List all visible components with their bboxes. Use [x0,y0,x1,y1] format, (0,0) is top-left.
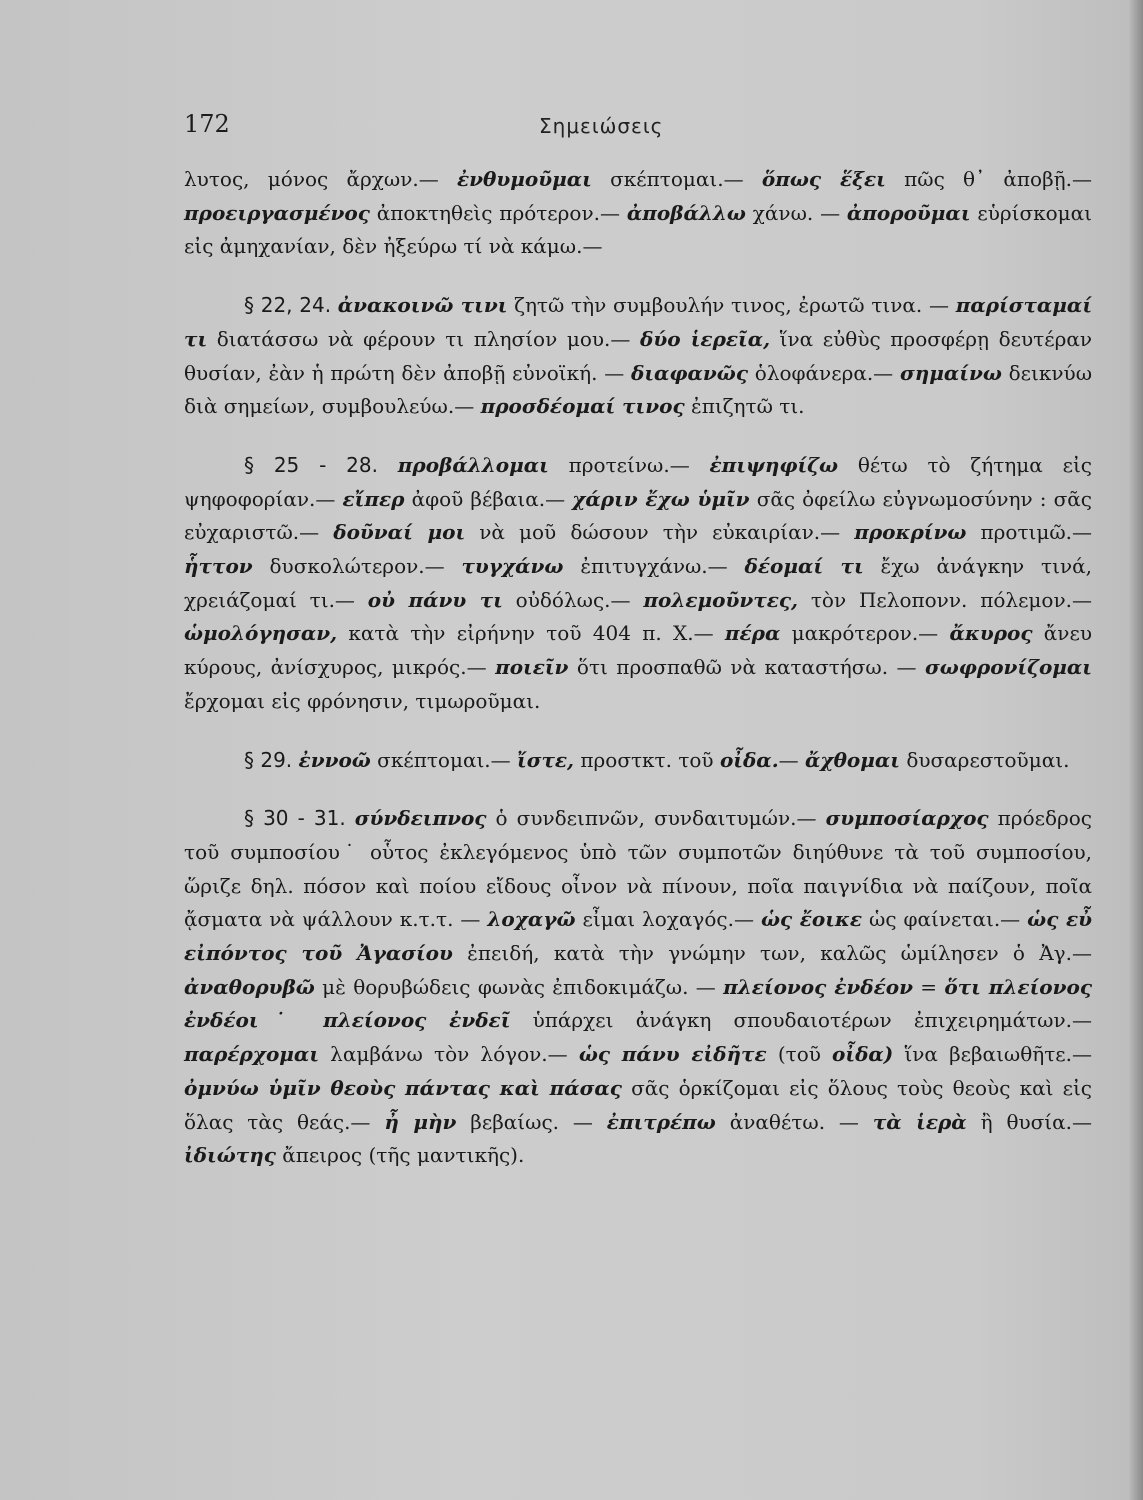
gloss-text: ἀναθέτω. — [715,1109,873,1134]
running-title: Σημειώσεις [539,114,664,138]
headword: ἐπιτρέπω [606,1109,716,1134]
headword: ἴστε, [517,747,575,772]
gloss-text: ἐπιτυγχάνω.— [563,554,745,579]
gloss-text: ἵνα βεβαιωθῆτε.— [893,1042,1093,1067]
headword: διαφανῶς [631,360,749,385]
headword: ἀνακοινῶ τινι [337,293,508,318]
note-paragraph [184,744,1092,778]
headword: ἐνθυμοῦμαι [457,167,592,191]
gloss-text: = [912,974,945,999]
section-reference: § 22, 24. [244,293,332,318]
gloss-text: ὡς φαίνεται.— [862,907,1028,932]
note-paragraph [184,163,1092,264]
headword: προειργασμένος [184,200,370,225]
headword: ἧττον [184,554,253,579]
headword: ὅτι πλείονος ἐνδέοι˙ πλείονος ἐνδεῖ [184,974,1092,1033]
gloss-text: ἄνευ κύρους, ἀνίσχυρος, μικρός.— [184,621,1092,680]
gloss-text: θέτω τὸ ζήτημα εἰς ψηφοφορίαν.— [184,452,1092,511]
headword: πλείονος ἐνδέον [723,974,913,999]
headword: ὡς ἔοικε [760,907,863,932]
gloss-text: τὸν Πελοπονν. πόλεμον.— [798,587,1092,612]
gloss-text: προστκτ. τοῦ [574,747,720,772]
gloss-text: μακρότερον.— [780,621,950,646]
gloss-text: ὁ συνδειπνῶν, συνδαιτυμών.— [486,806,826,831]
headword: ὡμολόγησαν, [184,621,338,646]
headword: ποιεῖν [495,655,569,680]
headword: πολεμοῦντες, [643,587,799,612]
gloss-text: σκέπτομαι.— [370,747,518,772]
gloss-text: ἵνα εὐθὺς προσφέρῃ δευτέραν θυσίαν, ἐὰν ἡ πρώτη δὲν ἀποβῇ εὐνοϊκή. — [184,326,1092,385]
headword: σωφρονίζομαι [925,655,1092,680]
gloss-text: εὑρίσκομαι εἰς ἀμηχανίαν, δὲν ἠξεύρω τί νὰ κάμω.— [184,200,1092,259]
gloss-text: εἶμαι λοχαγός.— [575,907,761,932]
headword: ἐννοῶ [298,747,371,772]
headword: οὐ πάνυ τι [367,587,503,612]
headword: συμποσίαρχος [825,806,989,831]
headword: δύο ἱερεῖα, [639,326,771,351]
headword: οἶδα) [832,1042,894,1067]
gloss-text: ἀφοῦ βέβαια.— [404,486,573,511]
headword: δέομαί τι [744,554,864,579]
note-paragraph [184,449,1092,719]
gloss-text: κατὰ τὴν εἰρήνην τοῦ 404 π. Χ.— [337,621,725,646]
headword: χάριν ἔχω ὑμῖν [572,486,750,511]
headword: εἴπερ [342,486,405,511]
note-paragraph [184,289,1092,424]
headword: ἦ μὴν [384,1109,457,1134]
headword: ἄχθομαι [805,747,900,772]
gloss-text: βεβαίως. — [456,1109,607,1134]
gloss-text: ὁλοφάνερα.— [748,360,900,385]
gloss-text: λυτος, μόνος ἄρχων.— [184,167,458,191]
gloss-text: χάνω. — [745,200,847,225]
headword: σύνδειπνος [354,806,487,831]
gloss-text: προτείνω.— [548,452,710,477]
headword: προβάλλομαι [397,452,549,477]
headword: ὅπως ἕξει [761,167,886,191]
gloss-text: δεικνύω διὰ σημείων, συμβουλεύω.— [184,360,1093,419]
gloss-text: ἐπιζητῶ τι. [684,394,805,419]
gloss-text: οὐδόλως.— [502,587,644,612]
gloss-text: ἔρχομαι εἰς φρόνησιν, τιμωροῦμαι. [184,688,541,713]
gloss-text: ἢ θυσία.— [966,1109,1093,1134]
headword: ὡς εὖ εἰπόντος τοῦ Ἀγασίου [184,907,1093,966]
gloss-text: σᾶς ὀφείλω εὐγνωμοσύνην : σᾶς εὐχαριστῶ.— [184,486,1092,545]
headword: σημαίνω [899,360,1002,385]
gloss-text: ἔχω ἀνάγκην τινά, χρειάζομαί τι.— [184,554,1092,612]
headword: ἀποροῦμαι [846,200,971,225]
note-paragraph [184,802,1092,1173]
gloss-text: πρόεδρος τοῦ συμποσίου˙ οὗτος ἐκλεγόμενος ὑπὸ τῶν συμποτῶν διηύθυνε τὰ τοῦ συμποσίου, ὥριζε δηλ. πόσον καὶ ποίου εἴδους οἶνον νὰ πίνουν, ποῖα παιγνίδια νὰ παίζουν, ποῖα ᾄσματα νὰ ψάλλουν κ.τ.τ. — [184,806,1093,932]
gloss-text: ἄπειρος (τῆς μαντικῆς). [275,1143,525,1168]
page-edge [1129,0,1143,1500]
gloss-text: προτιμῶ.— [966,520,1093,545]
headword: παρέρχομαι [184,1042,319,1067]
headword: ἰδιώτης [184,1143,276,1168]
headword: πέρα [724,621,781,646]
gloss-text: ζητῶ τὴν συμβουλήν τινος, ἐρωτῶ τινα. — [507,293,956,318]
gloss-text: μὲ θορυβώδεις φωνὰς ἐπιδοκιμάζω. — [314,974,724,999]
headword: τὰ ἱερὰ [872,1109,967,1134]
headword: λοχαγῶ [487,907,576,932]
headword: ἐπιψηφίζω [709,452,839,477]
section-reference: § 30 - 31. [244,806,346,831]
gloss-text: λαμβάνω τὸν λόγον.— [319,1042,579,1067]
headword: ἄκυρος [949,621,1033,646]
page-header [184,110,1094,150]
page-number: 172 [184,110,230,138]
section-reference: § 29. [244,747,293,772]
gloss-text: σᾶς ὁρκίζομαι εἰς ὅλους τοὺς θεοὺς καὶ εἰς ὅλας τὰς θεάς.— [184,1075,1092,1134]
gloss-text: δυσαρεστοῦμαι. [899,747,1070,772]
headword: παρίσταμαί τι [184,293,1092,351]
headword: τυγχάνω [461,554,564,579]
gloss-text: ἐπειδή, κατὰ τὴν γνώμην των, καλῶς ὡμίλησεν ὁ Ἀγ.— [452,941,1092,966]
notes-body [184,163,1092,1173]
headword: ἀναθορυβῶ [184,974,315,999]
headword: προσδέομαί τινος [480,394,685,419]
headword: προκρίνω [854,520,967,545]
gloss-text: πῶς θ᾽ ἀποβῇ.— [885,167,1092,191]
gloss-text: δυσκολώτερον.— [252,554,462,579]
gloss-text: σκέπτομαι.— [591,167,762,191]
gloss-text: νὰ μοῦ δώσουν τὴν εὐκαιρίαν.— [465,520,855,545]
headword: οἶδα. [719,747,779,772]
gloss-text: ἀποκτηθεὶς πρότερον.— [369,200,627,225]
gloss-text: διατάσσω νὰ φέρουν τι πλησίον μου.— [207,326,640,351]
headword: δοῦναί μοι [333,520,466,545]
headword: ὡς πάνυ εἰδῆτε [578,1042,767,1067]
gloss-text: (τοῦ [766,1042,833,1067]
headword: ἀποβάλλω [626,200,746,225]
gloss-text: ὅτι προσπαθῶ νὰ καταστήσω. — [568,655,926,680]
headword: ὀμνύω ὑμῖν θεοὺς πάντας καὶ πάσας [184,1075,622,1100]
gloss-text: ὑπάρχει ἀνάγκη σπουδαιοτέρων ἐπιχειρημάτων.— [510,1008,1092,1033]
gloss-text: — [778,747,806,772]
section-reference: § 25 - 28. [244,452,378,477]
